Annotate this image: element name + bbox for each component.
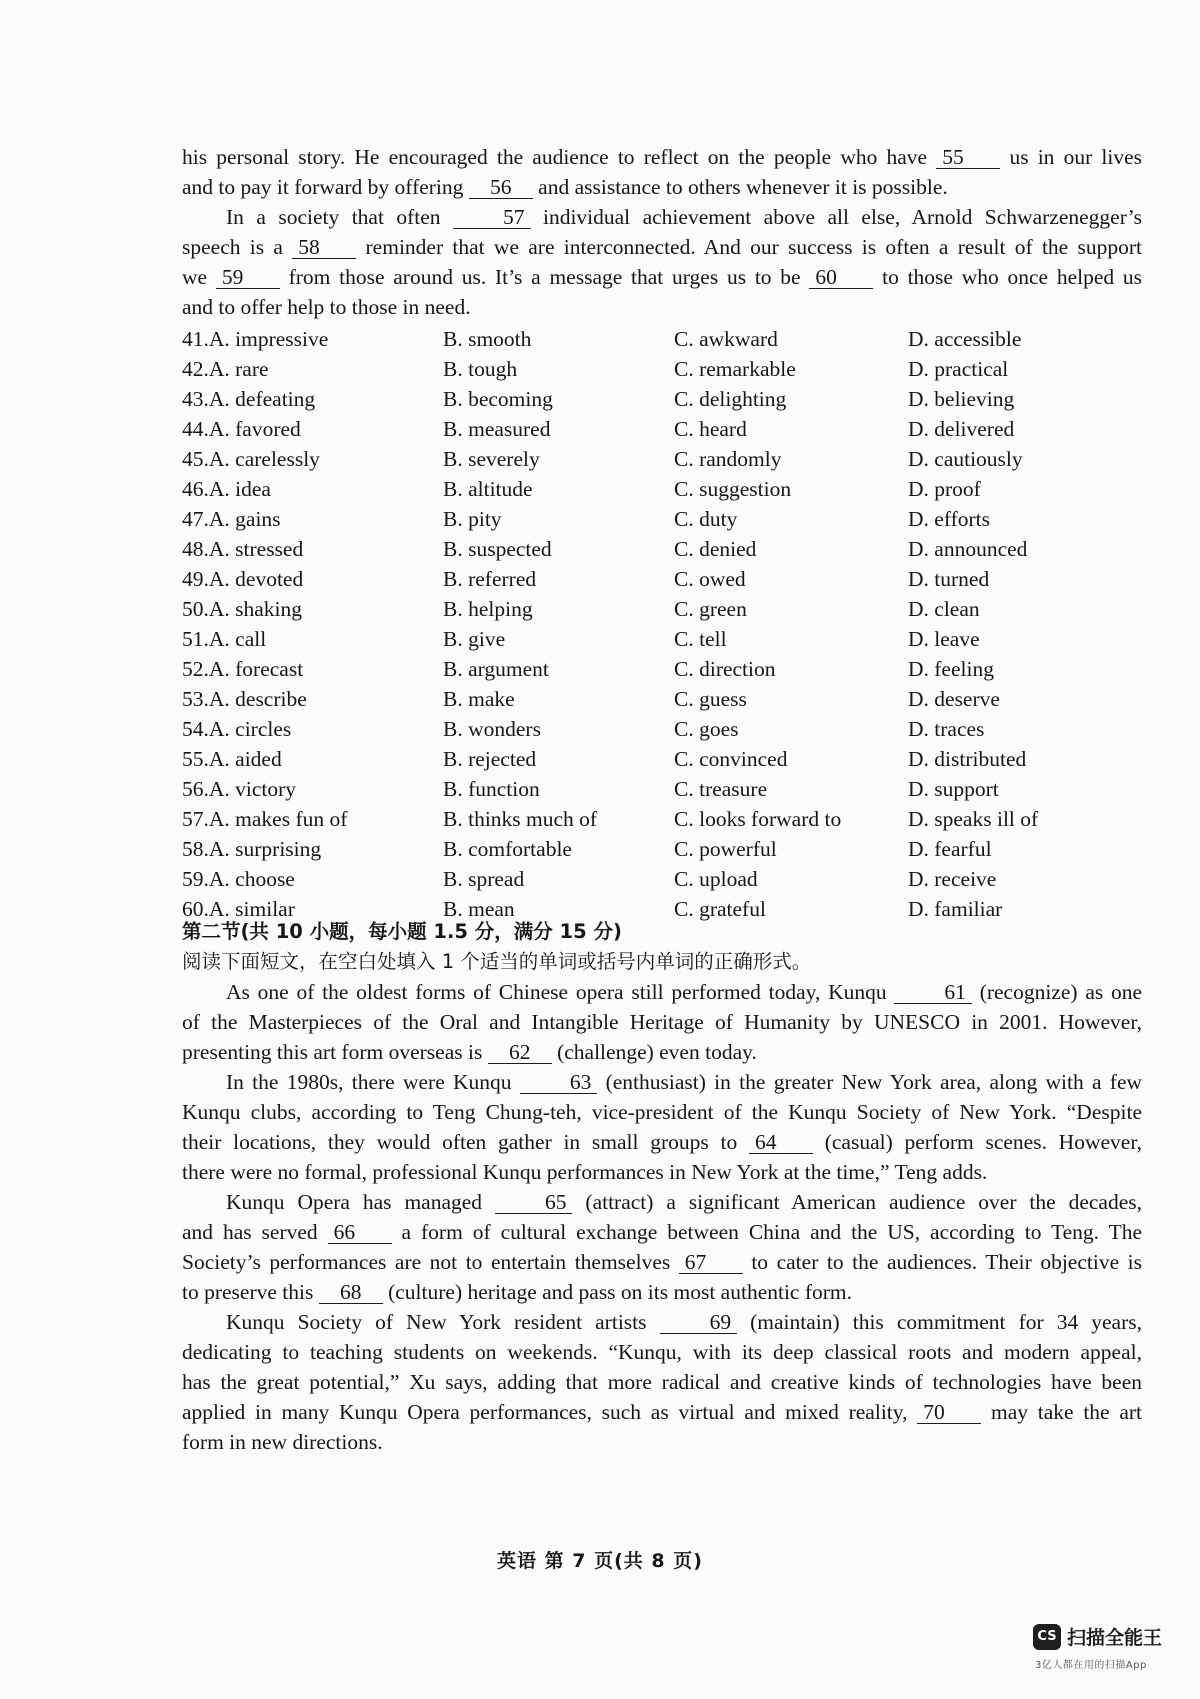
- option-a: 54.A. circles: [182, 717, 292, 741]
- passage-line: dedicating to teaching students on weekends. “Kunqu, with its deep classical roots and modern appeal,: [182, 1340, 1142, 1364]
- passage-text: (culture) heritage and pass on its most authentic form.: [388, 1280, 853, 1304]
- passage-text: individual achievement above all else, Arnold Schwarzenegger’s: [542, 205, 1143, 229]
- passage-line: has the great potential,” Xu says, adding that more radical and creative kinds of technologies have been: [182, 1370, 1142, 1394]
- option-a: 56.A. victory: [182, 777, 297, 801]
- passage-line: there were no formal, professional Kunqu performances in New York at the time,” Teng adds.: [182, 1160, 988, 1184]
- option-a: 60.A. similar: [182, 897, 295, 921]
- scanner-watermark: [1033, 1622, 1173, 1682]
- passage-line: [182, 1397, 1142, 1427]
- option-b: B. smooth: [443, 327, 532, 351]
- blank-57: 57: [453, 206, 531, 229]
- passage-text: (maintain) this commitment for 34 years,: [750, 1310, 1142, 1334]
- option-row: [182, 864, 1142, 894]
- passage-line: [182, 1217, 1142, 1247]
- option-a: 52.A. forecast: [182, 657, 304, 681]
- option-b: B. argument: [443, 657, 549, 681]
- option-d: D. speaks ill of: [908, 807, 1039, 831]
- passage-line: form in new directions.: [182, 1430, 383, 1454]
- passage-line: [182, 142, 1142, 172]
- option-c: C. delighting: [674, 387, 787, 411]
- option-a: 42.A. rare: [182, 357, 269, 381]
- blank-65: 65: [495, 1191, 573, 1214]
- passage-line: [182, 1127, 1142, 1157]
- option-row: [182, 624, 1142, 654]
- section-two: [182, 917, 1142, 1457]
- option-a: 48.A. stressed: [182, 537, 304, 561]
- option-d: D. efforts: [908, 507, 991, 531]
- option-a: 51.A. call: [182, 627, 267, 651]
- passage-line: [182, 262, 1142, 292]
- passage-line: [182, 1037, 1142, 1067]
- passage-line: [182, 172, 1142, 202]
- option-d: D. familiar: [908, 897, 1003, 921]
- option-c: C. looks forward to: [674, 807, 842, 831]
- passage-line: and to offer help to those in need.: [182, 295, 471, 319]
- option-b: B. becoming: [443, 387, 553, 411]
- option-c: C. randomly: [674, 447, 782, 471]
- passage-text: (attract) a significant American audience over the decades,: [585, 1190, 1142, 1214]
- option-c: C. denied: [674, 537, 757, 561]
- option-d: D. clean: [908, 597, 980, 621]
- option-c: C. remarkable: [674, 357, 796, 381]
- passage-line: [182, 232, 1142, 262]
- option-row: [182, 714, 1142, 744]
- option-d: D. fearful: [908, 837, 992, 861]
- option-b: B. rejected: [443, 747, 537, 771]
- passage-line: [182, 1307, 1142, 1337]
- option-a: 46.A. idea: [182, 477, 271, 501]
- passage-line: [182, 1247, 1142, 1277]
- passage-line: [182, 202, 1142, 232]
- option-d: D. turned: [908, 567, 990, 591]
- option-b: B. wonders: [443, 717, 541, 741]
- blank-67: 67: [679, 1251, 743, 1274]
- passage-text: (challenge) even today.: [557, 1040, 757, 1064]
- option-c: C. duty: [674, 507, 738, 531]
- option-b: B. function: [443, 777, 540, 801]
- passage-text: his personal story. He encouraged the audience to reflect on the people who have: [182, 145, 928, 169]
- passage-text: In a society that often: [226, 205, 441, 229]
- passage-text: their locations, they would often gather in small groups to: [182, 1130, 738, 1154]
- option-row: [182, 534, 1142, 564]
- passage-text: and to pay it forward by offering: [182, 175, 464, 199]
- passage-text: As one of the oldest forms of Chinese opera still performed today, Kunqu: [226, 980, 887, 1004]
- passage-text: applied in many Kunqu Opera performances, such as virtual and mixed reality,: [182, 1400, 908, 1424]
- option-a: 43.A. defeating: [182, 387, 316, 411]
- option-a: 50.A. shaking: [182, 597, 303, 621]
- scanner-app-name: 扫描全能王: [1067, 1627, 1163, 1649]
- blank-69: 69: [660, 1311, 738, 1334]
- option-row: [182, 654, 1142, 684]
- option-a: 57.A. makes fun of: [182, 807, 348, 831]
- passage-text: us in our lives: [1009, 145, 1143, 169]
- option-d: D. distributed: [908, 747, 1027, 771]
- option-c: C. treasure: [674, 777, 768, 801]
- option-a: 45.A. carelessly: [182, 447, 320, 471]
- passage-text: (enthusiast) in the greater New York area, along with a few: [605, 1070, 1143, 1094]
- passage-text: we: [182, 265, 208, 289]
- option-row: [182, 804, 1142, 834]
- option-b: B. helping: [443, 597, 533, 621]
- option-d: D. deserve: [908, 687, 1000, 711]
- blank-61: 61: [894, 981, 972, 1004]
- option-row: [182, 384, 1142, 414]
- option-c: C. owed: [674, 567, 746, 591]
- passage-text: to those who once helped us: [882, 265, 1142, 289]
- scanner-logo-icon: CS: [1033, 1624, 1061, 1650]
- option-row: [182, 684, 1142, 714]
- blank-62: 62: [488, 1041, 552, 1064]
- passage-text: In the 1980s, there were Kunqu: [226, 1070, 512, 1094]
- option-a: 41.A. impressive: [182, 327, 329, 351]
- option-b: B. mean: [443, 897, 515, 921]
- option-d: D. feeling: [908, 657, 994, 681]
- option-row: [182, 324, 1142, 354]
- passage-line: [182, 1187, 1142, 1217]
- blank-56: 56: [469, 176, 533, 199]
- option-d: D. proof: [908, 477, 981, 501]
- option-a: 47.A. gains: [182, 507, 281, 531]
- option-d: D. delivered: [908, 417, 1015, 441]
- option-b: B. suspected: [443, 537, 552, 561]
- option-c: C. goes: [674, 717, 739, 741]
- passage-line: [182, 1277, 1142, 1307]
- option-b: B. severely: [443, 447, 540, 471]
- option-a: 49.A. devoted: [182, 567, 304, 591]
- option-b: B. spread: [443, 867, 525, 891]
- passage-text: and assistance to others whenever it is possible.: [538, 175, 948, 199]
- blank-58: 58: [292, 236, 356, 259]
- blank-60: 60: [809, 266, 873, 289]
- option-a: 58.A. surprising: [182, 837, 322, 861]
- option-d: D. announced: [908, 537, 1028, 561]
- option-b: B. tough: [443, 357, 518, 381]
- option-c: C. direction: [674, 657, 776, 681]
- option-b: B. measured: [443, 417, 551, 441]
- option-d: D. receive: [908, 867, 997, 891]
- option-row: [182, 504, 1142, 534]
- option-row: [182, 444, 1142, 474]
- option-row: [182, 774, 1142, 804]
- passage-text: may take the art: [991, 1400, 1142, 1424]
- option-c: C. tell: [674, 627, 727, 651]
- option-d: D. accessible: [908, 327, 1022, 351]
- passage-text: to cater to the audiences. Their objective is: [751, 1250, 1143, 1274]
- option-c: C. awkward: [674, 327, 778, 351]
- option-c: C. guess: [674, 687, 747, 711]
- passage-line: [182, 1067, 1142, 1097]
- option-a: 55.A. aided: [182, 747, 282, 771]
- option-b: B. pity: [443, 507, 502, 531]
- option-b: B. give: [443, 627, 506, 651]
- blank-70: 70: [917, 1401, 981, 1424]
- passage-text: a form of cultural exchange between China and the US, according to Teng. The: [401, 1220, 1143, 1244]
- passage-text: and has served: [182, 1220, 318, 1244]
- option-c: C. grateful: [674, 897, 766, 921]
- passage-text: from those around us. It’s a message that urges us to be: [288, 265, 801, 289]
- page-footer: 英语 第 7 页(共 8 页): [497, 1550, 703, 1572]
- option-c: C. upload: [674, 867, 758, 891]
- option-d: D. support: [908, 777, 999, 801]
- blank-64: 64: [749, 1131, 813, 1154]
- blank-59: 59: [216, 266, 280, 289]
- blank-55: 55: [936, 146, 1000, 169]
- option-c: C. powerful: [674, 837, 777, 861]
- option-b: B. thinks much of: [443, 807, 598, 831]
- answer-options: [182, 324, 1142, 924]
- option-c: C. suggestion: [674, 477, 792, 501]
- passage-text: presenting this art form overseas is: [182, 1040, 483, 1064]
- section-instruction: 阅读下面短文，在空白处填入 1 个适当的单词或括号内单词的正确形式。: [182, 950, 812, 973]
- option-row: [182, 354, 1142, 384]
- option-a: 53.A. describe: [182, 687, 307, 711]
- option-d: D. leave: [908, 627, 980, 651]
- passage-text: Kunqu Society of New York resident artists: [226, 1310, 647, 1334]
- option-b: B. make: [443, 687, 515, 711]
- option-d: D. traces: [908, 717, 985, 741]
- option-row: [182, 834, 1142, 864]
- passage-text: Society’s performances are not to entertain themselves: [182, 1250, 671, 1274]
- scanner-tagline: 3亿人都在用的扫描App: [1035, 1660, 1147, 1671]
- option-d: D. practical: [908, 357, 1009, 381]
- option-c: C. heard: [674, 417, 747, 441]
- option-d: D. believing: [908, 387, 1015, 411]
- passage-text: to preserve this: [182, 1280, 314, 1304]
- option-b: B. altitude: [443, 477, 533, 501]
- blank-68: 68: [319, 1281, 383, 1304]
- option-row: [182, 594, 1142, 624]
- option-b: B. referred: [443, 567, 537, 591]
- blank-63: 63: [520, 1071, 598, 1094]
- passage-text: (casual) perform scenes. However,: [824, 1130, 1142, 1154]
- passage-text: Kunqu Opera has managed: [226, 1190, 483, 1214]
- passage-line: Kunqu clubs, according to Teng Chung-teh, vice-president of the Kunqu Society of New York. “Despite: [182, 1100, 1142, 1124]
- option-row: [182, 564, 1142, 594]
- passage-text: reminder that we are interconnected. And our success is often a result of the support: [365, 235, 1142, 259]
- option-c: C. green: [674, 597, 747, 621]
- passage-line: of the Masterpieces of the Oral and Intangible Heritage of Humanity by UNESCO in 2001. However,: [182, 1010, 1142, 1034]
- cloze-passage-end: [182, 142, 1142, 322]
- section-heading: 第二节(共 10 小题，每小题 1.5 分，满分 15 分): [182, 920, 622, 943]
- passage-line: [182, 977, 1142, 1007]
- option-a: 44.A. favored: [182, 417, 301, 441]
- passage-text: speech is a: [182, 235, 283, 259]
- option-b: B. comfortable: [443, 837, 572, 861]
- blank-66: 66: [328, 1221, 392, 1244]
- option-c: C. convinced: [674, 747, 788, 771]
- option-row: [182, 744, 1142, 774]
- option-row: [182, 474, 1142, 504]
- option-a: 59.A. choose: [182, 867, 295, 891]
- option-row: [182, 414, 1142, 444]
- passage-text: (recognize) as one: [979, 980, 1143, 1004]
- option-d: D. cautiously: [908, 447, 1023, 471]
